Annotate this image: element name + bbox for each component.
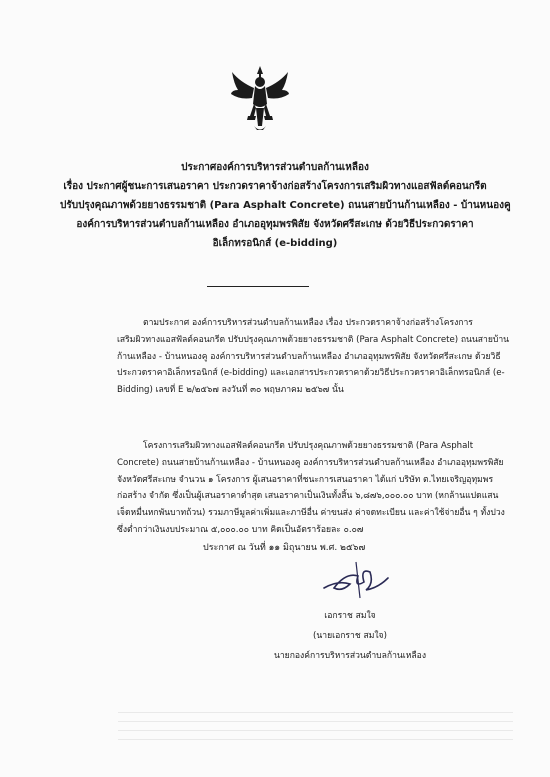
paragraph-line: Concrete) ถนนสายบ้านก้านเหลือง - บ้านหนองคู องค์การบริหารส่วนตำบลก้านเหลือง อำเภออุทุมพรพิสัย <box>117 457 504 468</box>
paragraph-line: จังหวัดศรีสะเกษ จำนวน ๑ โครงการ ผู้เสนอราคาที่ชนะการเสนอราคา ได้แก่ บริษัท ต.ไทยเจริญอุทุมพร <box>117 474 494 485</box>
signer-name: เอกราช สมใจ <box>324 611 376 621</box>
garuda-emblem-icon <box>230 64 290 134</box>
paragraph-reference <box>117 315 512 399</box>
paragraph-line: ก่อสร้าง จำกัด ซึ่งเป็นผู้เสนอราคาต่ำสุด เสนอราคาเป็นเงินทั้งสิ้น ๖,๘๗๖,๐๐๐.๐๐ บาท (หกล้านแปดแสน <box>117 491 499 502</box>
show-through-lines <box>118 712 513 752</box>
paragraph-line: เจ็ดหมื่นหกพันบาทถ้วน) รวมภาษีมูลค่าเพิ่มและภาษีอื่น ค่าขนส่ง ค่าจดทะเบียน และค่าใช้จ่ายอื่น ๆ ทั้งปวง <box>117 508 505 519</box>
paragraph-line: ตามประกาศ องค์การบริหารส่วนตำบลก้านเหลือง เรื่อง ประกวดราคาจ้างก่อสร้างโครงการ <box>143 318 473 328</box>
paragraph-line: เสริมผิวทางแอสฟัลต์คอนกรีต ปรับปรุงคุณภาพด้วยยางธรรมชาติ (Para Asphalt Concrete) ถนนสายบ้าน <box>117 334 510 345</box>
heading-subject-line-2: ปรับปรุงคุณภาพด้วยยางธรรมชาติ (Para Asphalt Concrete) ถนนสายบ้านก้านเหลือง - บ้านหนองคู <box>60 200 511 211</box>
paragraph-winner <box>117 438 512 539</box>
signature-icon <box>320 558 392 602</box>
paragraph-line: โครงการเสริมผิวทางแอสฟัลต์คอนกรีต ปรับปรุงคุณภาพด้วยยางธรรมชาติ (Para Asphalt <box>143 441 474 451</box>
announcement-heading <box>60 158 511 253</box>
paragraph-line: ประกวดราคาอิเล็กทรอนิกส์ (e-bidding) และเอกสารประกวดราคาด้วยวิธีประกวดราคาอิเล็กทรอนิกส์ (e- <box>117 368 505 379</box>
paragraph-line: ซึ่งต่ำกว่าเงินงบประมาณ ๕,๐๐๐.๐๐ บาท คิดเป็นอัตราร้อยละ ๐.๐๗ <box>117 524 364 535</box>
paragraph-line: ก้านเหลือง - บ้านหนองคู องค์การบริหารส่วนตำบลก้านเหลือง อำเภออุทุมพรพิสัย จังหวัดศรีสะเกษ ด้วยวิธี <box>117 351 501 362</box>
paragraph-line: Bidding) เลขที่ E ๒/๒๕๖๗ ลงวันที่ ๓๐ พฤษภาคม ๒๕๖๗ นั้น <box>117 385 344 396</box>
heading-subject-line-4: อิเล็กทรอนิกส์ (e-bidding) <box>212 238 338 249</box>
heading-subject-line-3: องค์การบริหารส่วนตำบลก้านเหลือง อำเภออุทุมพรพิสัย จังหวัดศรีสะเกษ ด้วยวิธีประกวดราคา <box>76 219 474 230</box>
heading-title: ประกาศองค์การบริหารส่วนตำบลก้านเหลือง <box>181 162 369 173</box>
heading-subject-line-1: เรื่อง ประกาศผู้ชนะการเสนอราคา ประกวดราคาจ้างก่อสร้างโครงการเสริมผิวทางแอสฟัลต์คอนกรีต <box>63 181 487 192</box>
signer-full-name: (นายเอกราช สมใจ) <box>313 631 387 641</box>
signer-position: นายกองค์การบริหารส่วนตำบลก้านเหลือง <box>273 651 427 661</box>
heading-divider <box>207 286 309 287</box>
announce-date: ประกาศ ณ วันที่ ๑๑ มิถุนายน พ.ศ. ๒๕๖๗ <box>203 543 366 553</box>
